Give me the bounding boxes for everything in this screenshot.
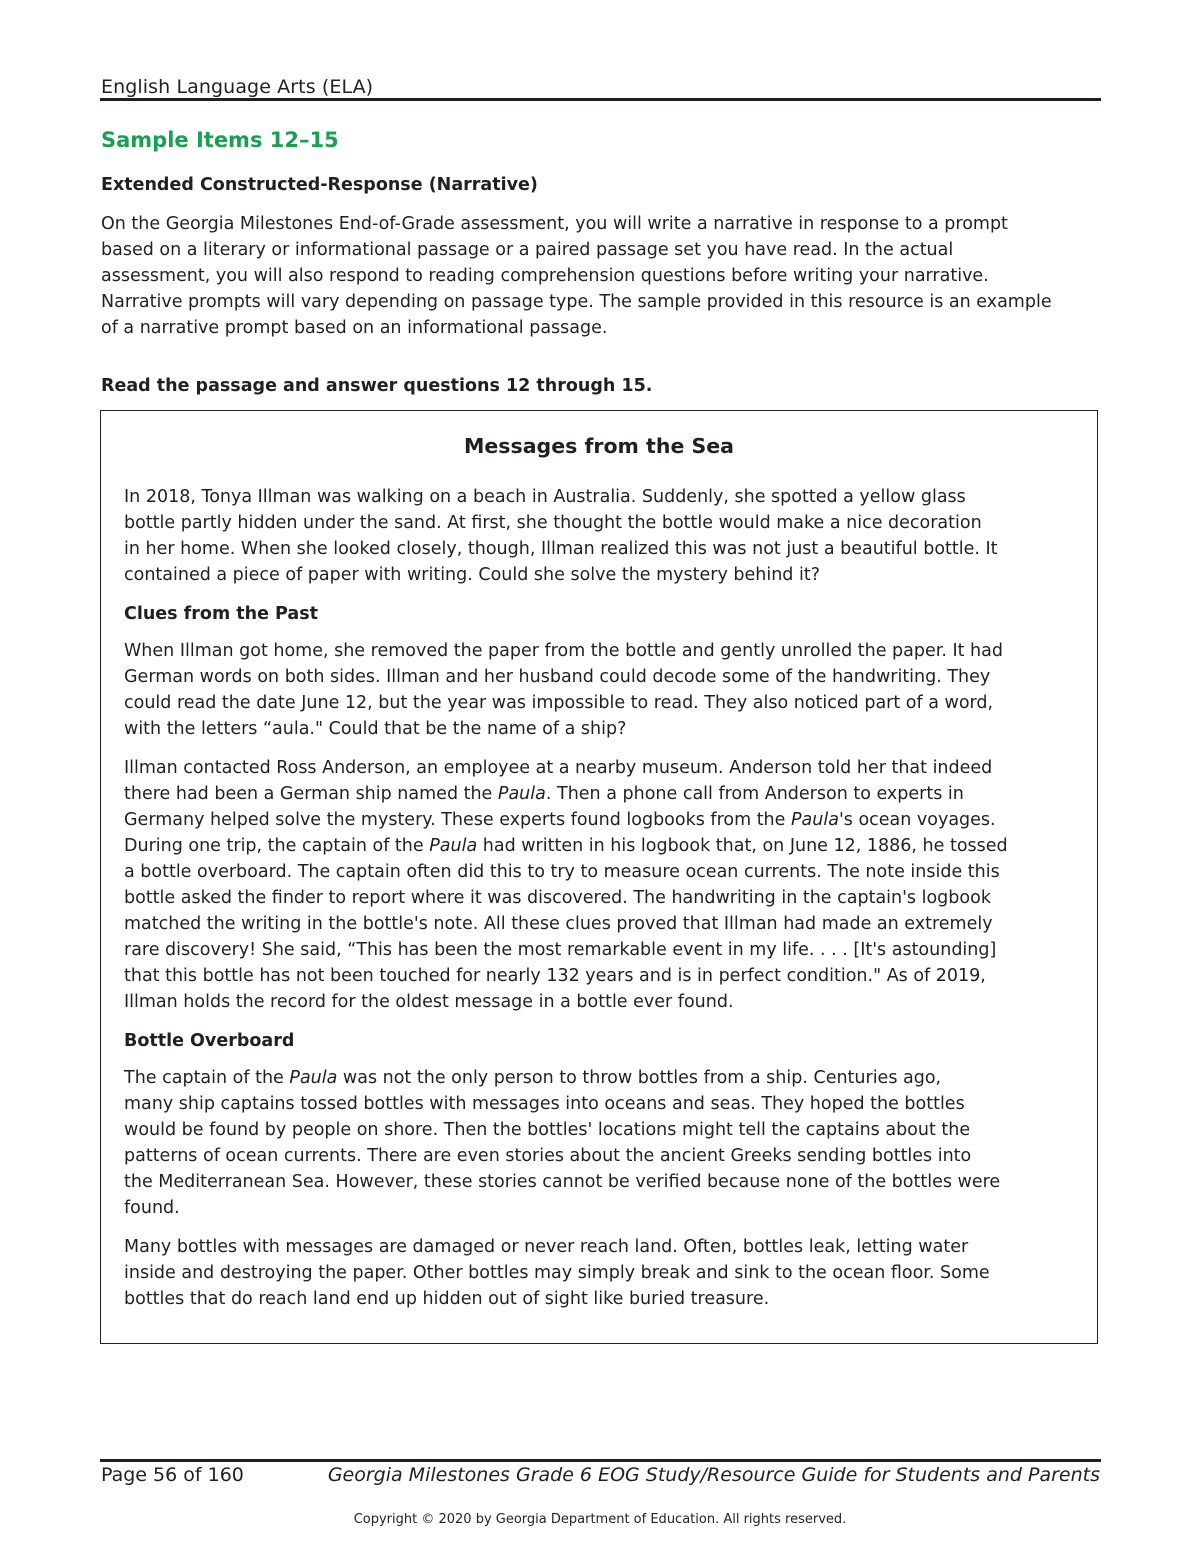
passage-line: When Illman got home, she removed the paper from the bottle and gently unrolled the paper. It had xyxy=(124,641,1003,661)
passage-line: a bottle overboard. The captain often did this to try to measure ocean currents. The note inside this xyxy=(124,862,1000,882)
text-run: During one trip, the captain of the xyxy=(124,836,430,856)
footer-divider xyxy=(100,1459,1101,1462)
text-run: Germany helped solve the mystery. These experts found logbooks from the xyxy=(124,810,791,830)
text-run: had written in his logbook that, on June 12, 1886, he tossed xyxy=(477,836,1008,856)
item-type-heading: Extended Constructed-Response (Narrative) xyxy=(101,175,538,195)
intro-line: Narrative prompts will vary depending on passage type. The sample provided in this resource is an example xyxy=(101,292,1052,312)
passage-title: Messages from the Sea xyxy=(463,434,734,458)
passage-line: would be found by people on shore. Then the bottles' locations might tell the captains about the xyxy=(124,1120,971,1140)
passage-line: German words on both sides. Illman and her husband could decode some of the handwriting. They xyxy=(124,667,991,687)
header-divider xyxy=(100,98,1101,101)
intro-line: On the Georgia Milestones End-of-Grade assessment, you will write a narrative in response to a prompt xyxy=(101,214,1008,234)
guide-title: Georgia Milestones Grade 6 EOG Study/Resource Guide for Students and Parents xyxy=(327,1464,1100,1486)
passage-line: bottle partly hidden under the sand. At first, she thought the bottle would make a nice decoration xyxy=(124,513,982,533)
intro-line: based on a literary or informational passage or a paired passage set you have read. In the actual xyxy=(101,240,954,260)
passage-line: in her home. When she looked closely, though, Illman realized this was not just a beautiful bottle. It xyxy=(124,539,998,559)
text-run: . Then a phone call from Anderson to experts in xyxy=(545,784,964,804)
passage-line: Illman contacted Ross Anderson, an employee at a nearby museum. Anderson told her that indeed xyxy=(124,758,993,778)
passage-paragraph xyxy=(124,1234,1089,1312)
text-run: 's ocean voyages. xyxy=(838,810,996,830)
passage-line: rare discovery! She said, “This has been the most remarkable event in my life. . . . [It's astounding] xyxy=(124,940,997,960)
text-run: The captain of the xyxy=(124,1068,290,1088)
passage-line: contained a piece of paper with writing. Could she solve the mystery behind it? xyxy=(124,565,820,585)
passage-paragraph xyxy=(124,638,1089,742)
passage-paragraph xyxy=(124,755,1089,1015)
passage-line: that this bottle has not been touched for nearly 132 years and is in perfect condition." As of 2019, xyxy=(124,966,986,986)
passage-line: inside and destroying the paper. Other bottles may simply break and sink to the ocean floor. Some xyxy=(124,1263,990,1283)
passage-paragraph xyxy=(124,484,1089,588)
passage-line: Illman holds the record for the oldest message in a bottle ever found. xyxy=(124,992,734,1012)
passage-line: bottle asked the finder to report where it was discovered. The handwriting in the captain's logbook xyxy=(124,888,991,908)
passage-line: the Mediterranean Sea. However, these stories cannot be verified because none of the bottles were xyxy=(124,1172,1001,1192)
ship-name: Paula xyxy=(429,836,478,856)
header-title: English Language Arts (ELA) xyxy=(101,76,374,98)
text-run: there had been a German ship named the xyxy=(124,784,498,804)
passage-box xyxy=(100,410,1098,1344)
passage-subheading: Clues from the Past xyxy=(124,604,319,624)
passage-paragraph xyxy=(124,1065,1089,1221)
ship-name: Paula xyxy=(790,810,839,830)
passage-line xyxy=(124,1065,1089,1091)
passage-line: with the letters “aula." Could that be the name of a ship? xyxy=(124,719,627,739)
passage-subheading: Bottle Overboard xyxy=(124,1031,295,1051)
passage-line xyxy=(124,833,1089,859)
text-run: was not the only person to throw bottles from a ship. Centuries ago, xyxy=(337,1068,942,1088)
passage-line: In 2018, Tonya Illman was walking on a beach in Australia. Suddenly, she spotted a yellow glass xyxy=(124,487,966,507)
intro-paragraph xyxy=(101,211,1111,341)
passage-line xyxy=(124,781,1089,807)
passage-line: Many bottles with messages are damaged or never reach land. Often, bottles leak, letting water xyxy=(124,1237,969,1257)
passage-line xyxy=(124,807,1089,833)
passage-line: patterns of ocean currents. There are even stories about the ancient Greeks sending bottles into xyxy=(124,1146,972,1166)
instruction-text: Read the passage and answer questions 12 through 15. xyxy=(101,376,653,396)
page-number: Page 56 of 160 xyxy=(101,1464,244,1486)
section-heading: Sample Items 12–15 xyxy=(101,128,339,152)
passage-line: could read the date June 12, but the year was impossible to read. They also noticed part of a word, xyxy=(124,693,994,713)
intro-line: assessment, you will also respond to reading comprehension questions before writing your narrative. xyxy=(101,266,989,286)
passage-line: found. xyxy=(124,1198,180,1218)
passage-body xyxy=(124,484,1089,1325)
passage-line: many ship captains tossed bottles with messages into oceans and seas. They hoped the bottles xyxy=(124,1094,965,1114)
passage-line: bottles that do reach land end up hidden out of sight like buried treasure. xyxy=(124,1289,770,1309)
copyright-notice: Copyright © 2020 by Georgia Department of Education. All rights reserved. xyxy=(353,1512,847,1527)
ship-name: Paula xyxy=(497,784,546,804)
passage-line: matched the writing in the bottle's note. All these clues proved that Illman had made an extremely xyxy=(124,914,993,934)
intro-line: of a narrative prompt based on an informational passage. xyxy=(101,318,608,338)
ship-name: Paula xyxy=(289,1068,338,1088)
